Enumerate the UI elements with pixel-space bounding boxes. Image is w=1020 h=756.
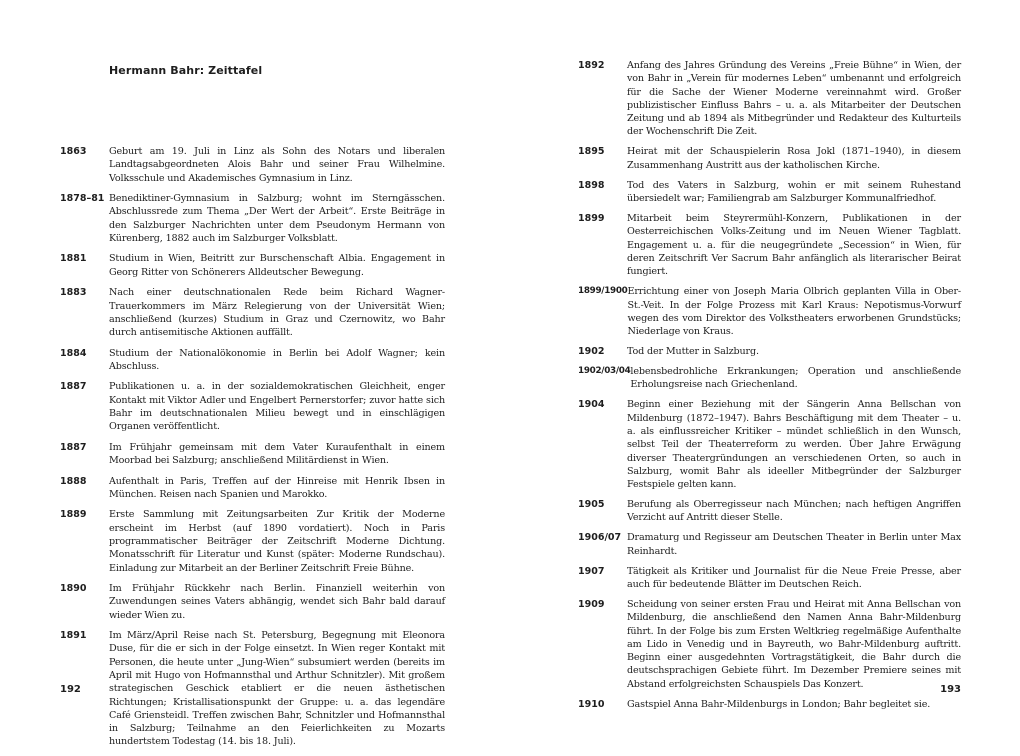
entry-year: 1904: [578, 399, 605, 411]
timeline-entry: [578, 212, 961, 278]
entry-year: 1883: [60, 287, 87, 299]
timeline-entry: [578, 598, 961, 691]
entry-year: 1899: [578, 213, 605, 225]
timeline-entry: [60, 347, 445, 374]
timeline-entry: [578, 365, 961, 392]
entry-text: Nach einer deutschnationalen Rede beim Richard Wagner-Trauerkommers im März Relegierung von der Universität Wien; anschließend (kurzes) Studium in Graz und Czernowitz, wo Bahr durch antisemitische Aktionen auffällt.: [109, 287, 445, 339]
entry-text: Errichtung einer von Joseph Maria Olbrich geplanten Villa in Ober-St.-Veit. In der Folge Prozess mit Karl Kraus: Nepotismus-Vorwurf wegen des vom Direktor des Volkstheaters erworbenen Grundstücks; Niederlage von Kraus.: [627, 286, 961, 338]
entry-text: Berufung als Oberregisseur nach München; nach heftigen Angriffen Verzicht auf Antritt dieser Stelle.: [627, 499, 961, 524]
timeline-entry: [578, 285, 961, 338]
entry-text: Benediktiner-Gymnasium in Salzburg; wohnt im Sterngässchen. Abschlussrede zum Thema „Der Wert der Arbeit“. Erste Beiträge in den Salzburger Nachrichten unter dem Pseudonym Hermann von Kürenberg, 1882 auch im Salzburger Volksblatt.: [109, 193, 445, 244]
timeline-entry: [60, 145, 445, 185]
entry-text: Mitarbeit beim Steyrermühl-Konzern, Publikationen in der Oesterreichischen Volks-Zeitung und im Neuen Wiener Tagblatt. Engagement u. a. für die neugegründete „Secession“ in Wien, für deren Zeitschrift Ver Sacrum Bahr anfänglich als literarischer Beirat fungiert.: [627, 213, 961, 278]
page-number: 192: [60, 684, 81, 695]
timeline-entry: [60, 441, 445, 468]
timeline-entry: [60, 629, 445, 749]
entry-text: Publikationen u. a. in der sozialdemokratischen Gleichheit, enger Kontakt mit Viktor Adler und Engelbert Pernerstorfer; zuvor hatte sich Bahr im deutschnationalen Milieu bewegt und in einschlägigen Organen veröffentlicht.: [109, 381, 445, 433]
timeline-entry: [578, 498, 961, 525]
entry-year: 1905: [578, 499, 605, 511]
entry-text: lebensbedrohliche Erkrankungen; Operation und anschließende Erholungsreise nach Griechenland.: [630, 366, 961, 391]
entry-text: Anfang des Jahres Gründung des Vereins „Freie Bühne“ in Wien, der von Bahr in „Verein für modernes Leben“ umbenannt und erfolgreich für die Sache der Wiener Moderne vereinnahmt wird. Großer publizistischer Einfluss Bahrs – u. a. als Mitarbeiter der Deutschen Zeitung und ab 1894 als Mitbegründer und Redakteur des Kulturteils der Wochenschrift Die Zeit.: [627, 60, 961, 138]
timeline-entry: [578, 145, 961, 172]
timeline-entry: [60, 252, 445, 279]
entry-year: 1888: [60, 475, 87, 487]
entry-text: Dramaturg und Regisseur am Deutschen Theater in Berlin unter Max Reinhardt.: [627, 532, 961, 557]
entry-text: Geburt am 19. Juli in Linz als Sohn des Notars und liberalen Landtagsabgeordneten Alois Bahr und seiner Frau Wilhelmine. Volksschule und Akademisches Gymnasium in Linz.: [109, 146, 445, 184]
entry-text: Heirat mit der Schauspielerin Rosa Jokl (1871–1940), in diesem Zusammenhang Austritt aus der katholischen Kirche.: [627, 146, 961, 171]
entry-text: Beginn einer Beziehung mit der Sängerin Anna Bellschan von Mildenburg (1872–1947). Bahrs Beschäftigung mit dem Theater – u. a. als einflussreicher Kritiker – mündet schließlich in den Wunsch, selbst Teil der Theaterreform zu werden. Über Jahre Erwägung diverser Theatergründungen an verschiedenen Orten, so auch in Salzburg, womit Bahr als ideeller Mitbegründer der Salzburger Festspiele gelten kann.: [627, 399, 961, 491]
timeline-entry: [60, 582, 445, 622]
entry-text: Tätigkeit als Kritiker und Journalist für die Neue Freie Presse, aber auch für bedeutende Blätter im Deutschen Reich.: [627, 565, 961, 590]
entry-text: Aufenthalt in Paris, Treffen auf der Hinreise mit Henrik Ibsen in München. Reisen nach Spanien und Marokko.: [109, 475, 445, 500]
entry-year: 1890: [60, 583, 87, 594]
timeline-right: [578, 59, 961, 718]
entry-text: Im Frühjahr gemeinsam mit dem Vater Kuraufenthalt in einem Moorbad bei Salzburg; anschließend Militärdienst in Wien.: [109, 441, 445, 467]
entry-text: Im Frühjahr Rückkehr nach Berlin. Finanziell weiterhin von Zuwendungen seines Vaters abhängig, wendet sich Bahr bald darauf wieder Wien zu.: [109, 583, 445, 621]
entry-year: 1895: [578, 146, 605, 158]
entry-text: Tod des Vaters in Salzburg, wohin er mit seinem Ruhestand übersiedelt war; Familiengrab am Salzburger Kommunalfriedhof.: [627, 179, 961, 205]
entry-text: Studium in Wien, Beitritt zur Burschenschaft Albia. Engagement in Georg Ritter von Schönerers Alldeutscher Bewegung.: [109, 253, 445, 278]
entry-text: Studium der Nationalökonomie in Berlin bei Adolf Wagner; kein Abschluss.: [109, 347, 445, 372]
entry-year: 1878–81: [60, 193, 105, 205]
entry-text: Im März/April Reise nach St. Petersburg, Begegnung mit Eleonora Duse, für die er sich in der Folge einsetzt. In Wien reger Kontakt mit Personen, die heute unter „Jung-Wien“ subsumiert werden (bereits im April mit Hugo von Hofmannsthal und Arthur Schnitzler). Mit großem strategischen Geschick etabliert er die neuen ästhetischen Richtungen; Kristallisationspunkt der Gruppe: u. a. das legendäre Café Griensteidl. Treffen zwischen Bahr, Schnitzler und Hofmannsthal in Salzburg; Teilnahme an den Feierlichkeiten zu Mozarts hundertstem Todestag (14. bis 18. Juli).: [109, 630, 445, 748]
timeline-entry: [578, 179, 961, 206]
entry-year: 1881: [60, 253, 87, 265]
entry-year: 1902: [578, 346, 605, 358]
entry-year: 1887: [60, 441, 87, 453]
entry-year: 1892: [578, 60, 605, 71]
timeline-entry: [60, 192, 445, 245]
entry-year: 1909: [578, 598, 605, 610]
entry-year: 1891: [60, 630, 87, 642]
entry-year: 1902/03/04: [578, 366, 631, 377]
timeline-entry: [578, 698, 961, 711]
right-page: [510, 0, 1020, 720]
entry-text: Tod der Mutter in Salzburg.: [627, 346, 759, 358]
entry-year: 1898: [578, 179, 605, 191]
timeline-entry: [578, 565, 961, 592]
entry-text: Gastspiel Anna Bahr-Mildenburgs in London; Bahr begleitet sie.: [627, 698, 931, 710]
left-page: [0, 0, 510, 748]
timeline-entry: [60, 475, 445, 502]
timeline-left: [60, 145, 445, 756]
entry-year: 1899/1900: [578, 286, 628, 297]
page-number: 193: [940, 684, 961, 695]
timeline-entry: [578, 59, 961, 139]
page-title: Hermann Bahr: Zeittafel: [109, 64, 263, 77]
timeline-entry: [60, 286, 445, 339]
entry-year: 1907: [578, 565, 605, 577]
entry-text: Scheidung von seiner ersten Frau und Heirat mit Anna Bellschan von Mildenburg, die anschließend den Namen Anna Bahr-Mildenburg führt. In der Folge bis zum Ersten Weltkrieg regelmäßige Aufenthalte am Lido in Venedig und in Bayreuth, wo Bahr-Mildenburg auftritt. Beginn einer ausgedehnten Vortragstätigkeit, die Bahr durch die deutschsprachigen Gebiete führt. Im Dezember Premiere seines mit Abstand erfolgreichsten Schauspiels Das Konzert.: [627, 598, 961, 690]
timeline-entry: [578, 345, 961, 358]
timeline-entry: [60, 380, 445, 433]
entry-year: 1889: [60, 509, 87, 521]
timeline-entry: [578, 531, 961, 558]
timeline-entry: [60, 508, 445, 574]
entry-year: 1863: [60, 146, 87, 157]
entry-year: 1887: [60, 381, 87, 393]
entry-text: Erste Sammlung mit Zeitungsarbeiten Zur Kritik der Moderne erscheint im Herbst (auf 1890 vordatiert). Noch in Paris programmatischer Beiträger der Zeitschrift Moderne Dichtung. Monatsschrift für Literatur und Kunst (später: Moderne Rundschau). Einladung zur Mitarbeit an der Berliner Zeitschrift Freie Bühne.: [109, 509, 445, 574]
entry-year: 1910: [578, 698, 605, 710]
timeline-entry: [578, 398, 961, 491]
entry-year: 1884: [60, 347, 87, 359]
entry-year: 1906/07: [578, 532, 622, 544]
